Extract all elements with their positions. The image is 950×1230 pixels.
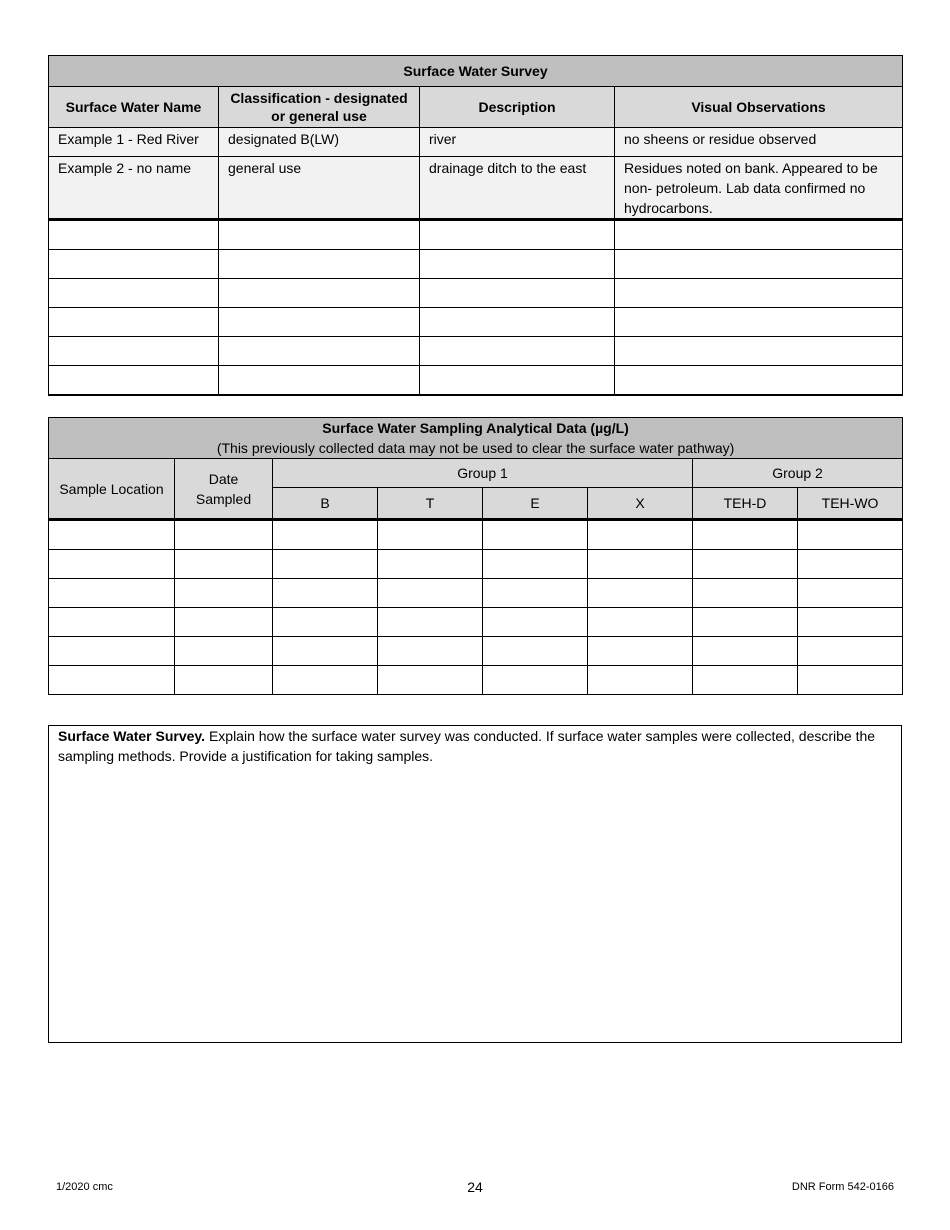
input-cell[interactable] bbox=[219, 308, 420, 337]
input-cell[interactable] bbox=[483, 520, 588, 550]
input-cell[interactable] bbox=[693, 637, 798, 666]
header-t: T bbox=[378, 488, 483, 520]
survey-table-title: Surface Water Survey bbox=[49, 56, 903, 87]
input-cell[interactable] bbox=[273, 608, 378, 637]
header-group-2: Group 2 bbox=[693, 459, 903, 488]
input-cell[interactable] bbox=[798, 520, 903, 550]
example-cell: river bbox=[420, 128, 615, 157]
input-cell[interactable] bbox=[588, 637, 693, 666]
input-cell[interactable] bbox=[483, 666, 588, 695]
table-row bbox=[49, 308, 903, 337]
input-cell[interactable] bbox=[693, 608, 798, 637]
table-row bbox=[49, 279, 903, 308]
input-cell[interactable] bbox=[420, 250, 615, 279]
table-row bbox=[49, 520, 903, 550]
analytical-subtitle: (This previously collected data may not be used to clear the surface water pathway) bbox=[216, 440, 735, 456]
table-row bbox=[49, 220, 903, 250]
input-cell[interactable] bbox=[483, 579, 588, 608]
header-date-sampled: Date Sampled bbox=[175, 459, 273, 520]
input-cell[interactable] bbox=[588, 579, 693, 608]
table-row bbox=[49, 366, 903, 396]
input-cell[interactable] bbox=[49, 337, 219, 366]
footer-revision: 1/2020 cmc bbox=[56, 1181, 113, 1193]
header-teh-d: TEH-D bbox=[693, 488, 798, 520]
input-cell[interactable] bbox=[219, 279, 420, 308]
input-cell[interactable] bbox=[219, 250, 420, 279]
input-cell[interactable] bbox=[798, 637, 903, 666]
input-cell[interactable] bbox=[615, 220, 903, 250]
analytical-title: Surface Water Sampling Analytical Data (µg/L) bbox=[322, 420, 629, 436]
input-cell[interactable] bbox=[420, 308, 615, 337]
header-visual-observations: Visual Observations bbox=[615, 87, 903, 128]
table-row bbox=[49, 157, 903, 220]
input-cell[interactable] bbox=[378, 608, 483, 637]
input-cell[interactable] bbox=[693, 520, 798, 550]
survey-explanation-box[interactable] bbox=[48, 725, 902, 1043]
input-cell[interactable] bbox=[420, 220, 615, 250]
input-cell[interactable] bbox=[615, 250, 903, 279]
input-cell[interactable] bbox=[49, 550, 175, 579]
input-cell[interactable] bbox=[175, 579, 273, 608]
input-cell[interactable] bbox=[483, 608, 588, 637]
input-cell[interactable] bbox=[49, 579, 175, 608]
input-cell[interactable] bbox=[175, 550, 273, 579]
example-cell: no sheens or residue observed bbox=[615, 128, 903, 157]
table-row bbox=[49, 337, 903, 366]
input-cell[interactable] bbox=[693, 550, 798, 579]
input-cell[interactable] bbox=[588, 608, 693, 637]
input-cell[interactable] bbox=[588, 550, 693, 579]
analytical-data-table bbox=[48, 417, 903, 695]
header-b: B bbox=[273, 488, 378, 520]
surface-water-survey-table bbox=[48, 55, 903, 396]
table-row bbox=[49, 579, 903, 608]
header-surface-water-name: Surface Water Name bbox=[49, 87, 219, 128]
input-cell[interactable] bbox=[273, 637, 378, 666]
input-cell[interactable] bbox=[273, 579, 378, 608]
example-cell: drainage ditch to the east bbox=[420, 157, 615, 220]
header-e: E bbox=[483, 488, 588, 520]
input-cell[interactable] bbox=[219, 337, 420, 366]
header-sample-location: Sample Location bbox=[49, 459, 175, 520]
input-cell[interactable] bbox=[273, 520, 378, 550]
table-row bbox=[49, 608, 903, 637]
form-number: DNR Form 542-0166 bbox=[791, 1181, 894, 1193]
input-cell[interactable] bbox=[378, 550, 483, 579]
input-cell[interactable] bbox=[273, 666, 378, 695]
input-cell[interactable] bbox=[49, 308, 219, 337]
explanation-lead: Surface Water Survey. bbox=[58, 728, 206, 744]
input-cell[interactable] bbox=[219, 220, 420, 250]
input-cell[interactable] bbox=[483, 637, 588, 666]
input-cell[interactable] bbox=[378, 666, 483, 695]
input-cell[interactable] bbox=[420, 366, 615, 396]
header-x: X bbox=[588, 488, 693, 520]
input-cell[interactable] bbox=[175, 637, 273, 666]
input-cell[interactable] bbox=[588, 520, 693, 550]
input-cell[interactable] bbox=[588, 666, 693, 695]
input-cell[interactable] bbox=[219, 366, 420, 396]
input-cell[interactable] bbox=[49, 608, 175, 637]
input-cell[interactable] bbox=[49, 520, 175, 550]
input-cell[interactable] bbox=[798, 666, 903, 695]
header-group-1: Group 1 bbox=[273, 459, 693, 488]
input-cell[interactable] bbox=[420, 337, 615, 366]
table-row bbox=[49, 128, 903, 157]
input-cell[interactable] bbox=[798, 608, 903, 637]
example-cell: designated B(LW) bbox=[219, 128, 420, 157]
input-cell[interactable] bbox=[49, 250, 219, 279]
page-number: 24 bbox=[467, 1179, 483, 1195]
header-description: Description bbox=[420, 87, 615, 128]
input-cell[interactable] bbox=[378, 637, 483, 666]
input-cell[interactable] bbox=[175, 520, 273, 550]
table-row bbox=[49, 666, 903, 695]
input-cell[interactable] bbox=[798, 579, 903, 608]
input-cell[interactable] bbox=[615, 279, 903, 308]
input-cell[interactable] bbox=[378, 520, 483, 550]
header-teh-wo: TEH-WO bbox=[798, 488, 903, 520]
input-cell[interactable] bbox=[615, 337, 903, 366]
input-cell[interactable] bbox=[483, 550, 588, 579]
example-cell: Example 1 - Red River bbox=[49, 128, 219, 157]
input-cell[interactable] bbox=[693, 666, 798, 695]
input-cell[interactable] bbox=[615, 366, 903, 396]
input-cell[interactable] bbox=[273, 550, 378, 579]
explanation-text: Explain how the surface water survey was conducted. If surface water samples were collected, describe the sampling methods. Provide a justification for taking samples. bbox=[58, 728, 876, 764]
input-cell[interactable] bbox=[49, 366, 219, 396]
table-row bbox=[49, 637, 903, 666]
input-cell[interactable] bbox=[49, 279, 219, 308]
example-cell: Example 2 - no name bbox=[49, 157, 219, 220]
input-cell[interactable] bbox=[798, 550, 903, 579]
analytical-table-title bbox=[49, 418, 903, 459]
input-cell[interactable] bbox=[175, 608, 273, 637]
input-cell[interactable] bbox=[49, 637, 175, 666]
input-cell[interactable] bbox=[175, 666, 273, 695]
input-cell[interactable] bbox=[693, 579, 798, 608]
example-cell: Residues noted on bank. Appeared to be non- petroleum. Lab data confirmed no hydrocarbons. bbox=[615, 157, 903, 220]
input-cell[interactable] bbox=[420, 279, 615, 308]
input-cell[interactable] bbox=[49, 220, 219, 250]
table-row bbox=[49, 550, 903, 579]
example-cell: general use bbox=[219, 157, 420, 220]
input-cell[interactable] bbox=[49, 666, 175, 695]
input-cell[interactable] bbox=[615, 308, 903, 337]
header-classification: Classification - designated or general use bbox=[219, 87, 420, 128]
table-row bbox=[49, 250, 903, 279]
input-cell[interactable] bbox=[378, 579, 483, 608]
